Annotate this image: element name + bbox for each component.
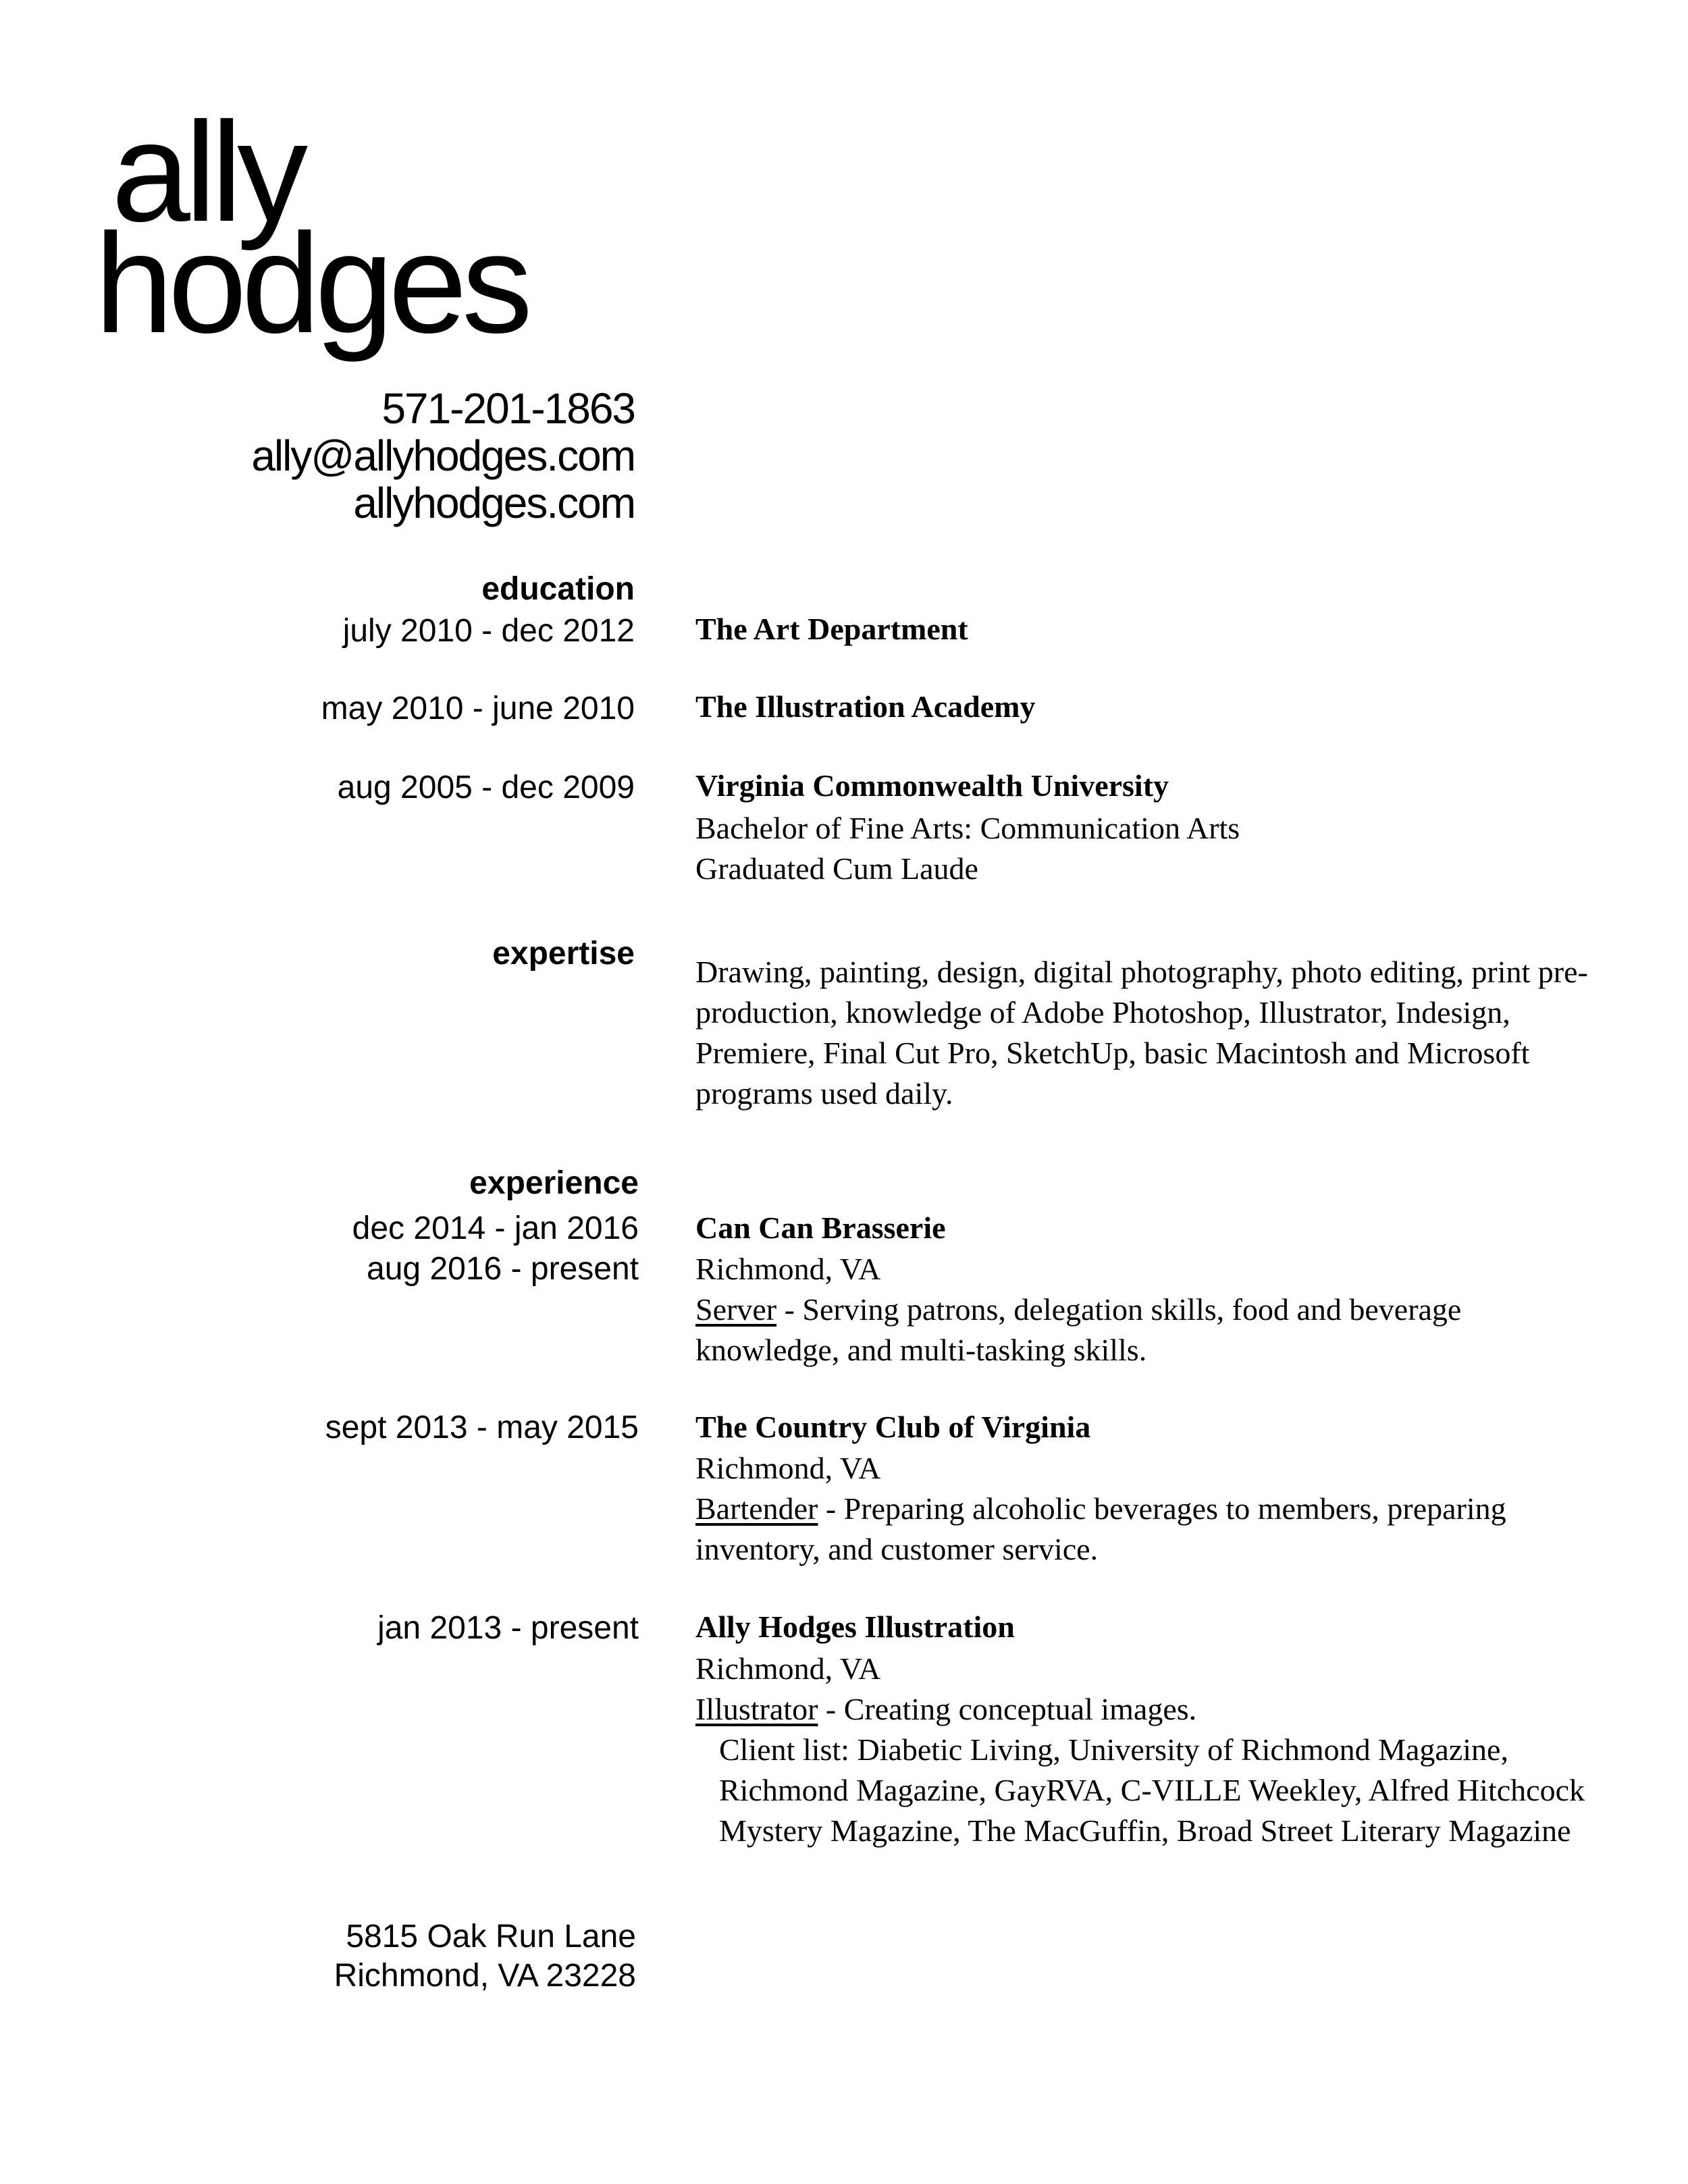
website[interactable]: allyhodges.com bbox=[353, 479, 635, 527]
experience-role: Illustrator bbox=[695, 1692, 818, 1726]
experience-title: Ally Hodges Illustration bbox=[695, 1609, 1015, 1644]
degree-line: Bachelor of Fine Arts: Communication Arts bbox=[695, 811, 1240, 845]
experience-dates: dec 2014 - jan 2016 bbox=[352, 1210, 639, 1246]
experience-description: - Serving patrons, delegation skills, food and beverage knowledge, and multi-tasking skills. bbox=[695, 1292, 1462, 1367]
experience-title: Can Can Brasserie bbox=[695, 1210, 946, 1245]
experience-dates: jan 2013 - present bbox=[377, 1610, 639, 1646]
last-name: hodges bbox=[95, 204, 527, 363]
expertise-heading: expertise bbox=[492, 936, 635, 971]
education-heading: education bbox=[481, 571, 635, 607]
education-title: The Art Department bbox=[695, 612, 968, 646]
first-name: ally bbox=[111, 92, 303, 251]
phone: 571-201-1863 bbox=[381, 384, 635, 433]
experience-role-description bbox=[695, 1489, 1593, 1570]
experience-role-description bbox=[695, 1289, 1593, 1370]
address-street: 5815 Oak Run Lane bbox=[346, 1919, 636, 1954]
experience-role-description bbox=[695, 1689, 1593, 1730]
education-title: Virginia Commonwealth University bbox=[695, 768, 1169, 803]
experience-dates: aug 2016 - present bbox=[367, 1251, 639, 1287]
experience-role: Server bbox=[695, 1292, 777, 1327]
experience-description: - Preparing alcoholic beverages to members, preparing inventory, and customer service. bbox=[695, 1491, 1506, 1566]
education-dates: july 2010 - dec 2012 bbox=[342, 613, 635, 649]
email[interactable]: ally@allyhodges.com bbox=[251, 431, 635, 480]
education-dates: may 2010 - june 2010 bbox=[321, 691, 635, 726]
education-dates: aug 2005 - dec 2009 bbox=[337, 770, 635, 805]
experience-dates: sept 2013 - may 2015 bbox=[325, 1410, 639, 1445]
client-list: Client list: Diabetic Living, University of Richmond Magazine, Richmond Magazine, GayRVA, C-VILLE Weekley, Alfred Hitchcock Mystery Magazine, The MacGuffin, Broad Street Literary Magazine bbox=[719, 1732, 1585, 1848]
expertise-text: Drawing, painting, design, digital photography, photo editing, print pre-production, knowledge of Adobe Photoshop, Illustrator, Indesign, Premiere, Final Cut Pro, SketchUp, basic Macintosh and Microsoft programs used daily. bbox=[695, 955, 1588, 1111]
experience-location: Richmond, VA bbox=[695, 1451, 881, 1485]
education-title: The Illustration Academy bbox=[695, 689, 1036, 724]
experience-title: The Country Club of Virginia bbox=[695, 1410, 1091, 1444]
experience-role: Bartender bbox=[695, 1491, 818, 1526]
experience-heading: experience bbox=[469, 1165, 639, 1201]
honors-line: Graduated Cum Laude bbox=[695, 851, 978, 886]
experience-location: Richmond, VA bbox=[695, 1252, 881, 1286]
experience-description: - Creating conceptual images. bbox=[818, 1692, 1197, 1726]
address-city: Richmond, VA 23228 bbox=[334, 1958, 636, 1994]
experience-location: Richmond, VA bbox=[695, 1651, 881, 1686]
